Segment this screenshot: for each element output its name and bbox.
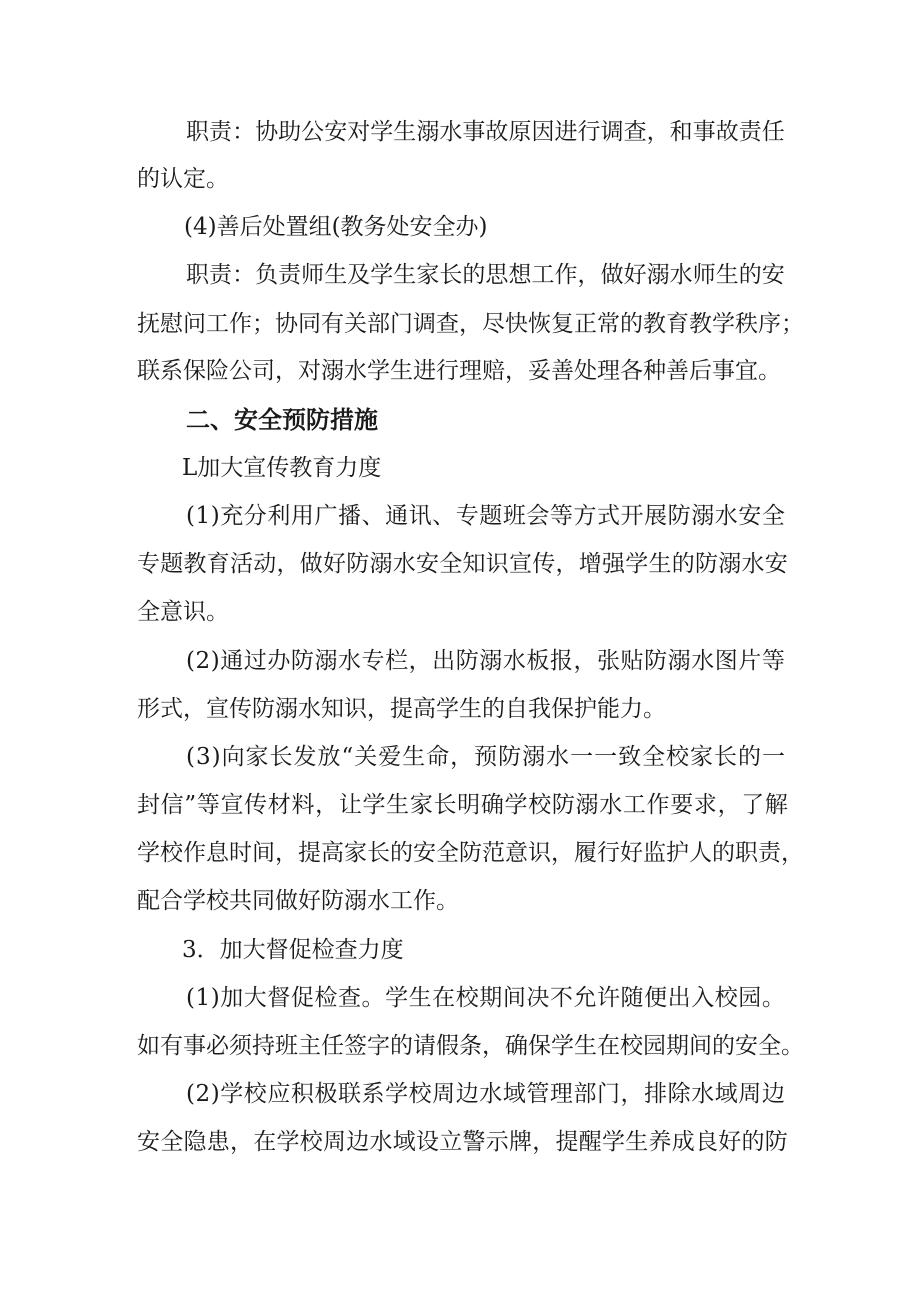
text-line: 专 题 教 育 活 动 ， 做 好 防 溺 水 安 全 知 识 宣 传 ， 增 强 学 生 的 防 溺 水 安: [137, 551, 788, 577]
text-line: (4)善后处置组(教务处安全办): [184, 214, 488, 240]
text-line: 安 全 隐 患 ， 在 学 校 周 边 水 域 设 立 警 示 牌 ， 提 醒 学 生 养 成 良 好 的 防: [137, 1129, 788, 1155]
text-line: 学 校 作 息 时 间 ， 提 高 家 长 的 安 全 防 范 意 识 ， 履 行 好 监 护 人 的 职 责 ，: [137, 840, 804, 866]
text-line: 形式，宣传防溺水知识，提高学生的自我保护能力。: [137, 696, 666, 722]
subsection-heading: L加大宣传教育力度: [182, 455, 382, 481]
text-line: ( 2 ) 通 过 办 防 溺 水 专 栏 ， 出 防 溺 水 板 报 ， 张 贴 防 溺 水 图 片 等: [186, 648, 785, 674]
text-line: ( 3 ) 向 家 长 发 放 “ 关 爱 生 命 ， 预 防 溺 水 一 一 致 全 校 家 长 的 一: [186, 744, 785, 770]
text-line: 职 责 ： 协 助 公 安 对 学 生 溺 水 事 故 原 因 进 行 调 查 ， 和 事 故 责 任: [186, 119, 785, 145]
text-line: ( 1 ) 加 大 督 促 检 查 。 学 生 在 校 期 间 决 不 允 许 随 便 出 入 校 园 。: [186, 985, 785, 1011]
text-line: 抚 慰 问 工 作 ； 协 同 有 关 部 门 调 查 ， 尽 快 恢 复 正 常 的 教 育 教 学 秩 序 ；: [137, 311, 804, 337]
text-line: 封 信 ” 等 宣 传 材 料 ， 让 学 生 家 长 明 确 学 校 防 溺 水 工 作 要 求 ， 了 解: [137, 792, 788, 818]
text-line: 职 责 ： 负 责 师 生 及 学 生 家 长 的 思 想 工 作 ， 做 好 溺 水 师 生 的 安: [186, 262, 785, 288]
text-line: ( 2 ) 学 校 应 积 极 联 系 学 校 周 边 水 域 管 理 部 门 ， 排 除 水 域 周 边: [186, 1081, 785, 1107]
text-line: 如 有 事 必 须 持 班 主 任 签 字 的 请 假 条 ， 确 保 学 生 在 校 园 期 间 的 安 全 。: [137, 1033, 804, 1059]
text-line: 的认定。: [137, 166, 229, 192]
subsection-heading: 3．加大督促检查力度: [182, 937, 404, 963]
text-line: 配合学校共同做好防溺水工作。: [137, 888, 459, 914]
text-line: 全意识。: [137, 599, 229, 625]
text-line: 联系保险公司，对溺水学生进行理赔，妥善处理各种善后事宜。: [137, 358, 781, 384]
section-heading: 二、安全预防措施: [186, 406, 378, 434]
text-line: ( 1 ) 充 分 利 用 广 播 、 通 讯 、 专 题 班 会 等 方 式 开 展 防 溺 水 安 全: [186, 503, 785, 529]
